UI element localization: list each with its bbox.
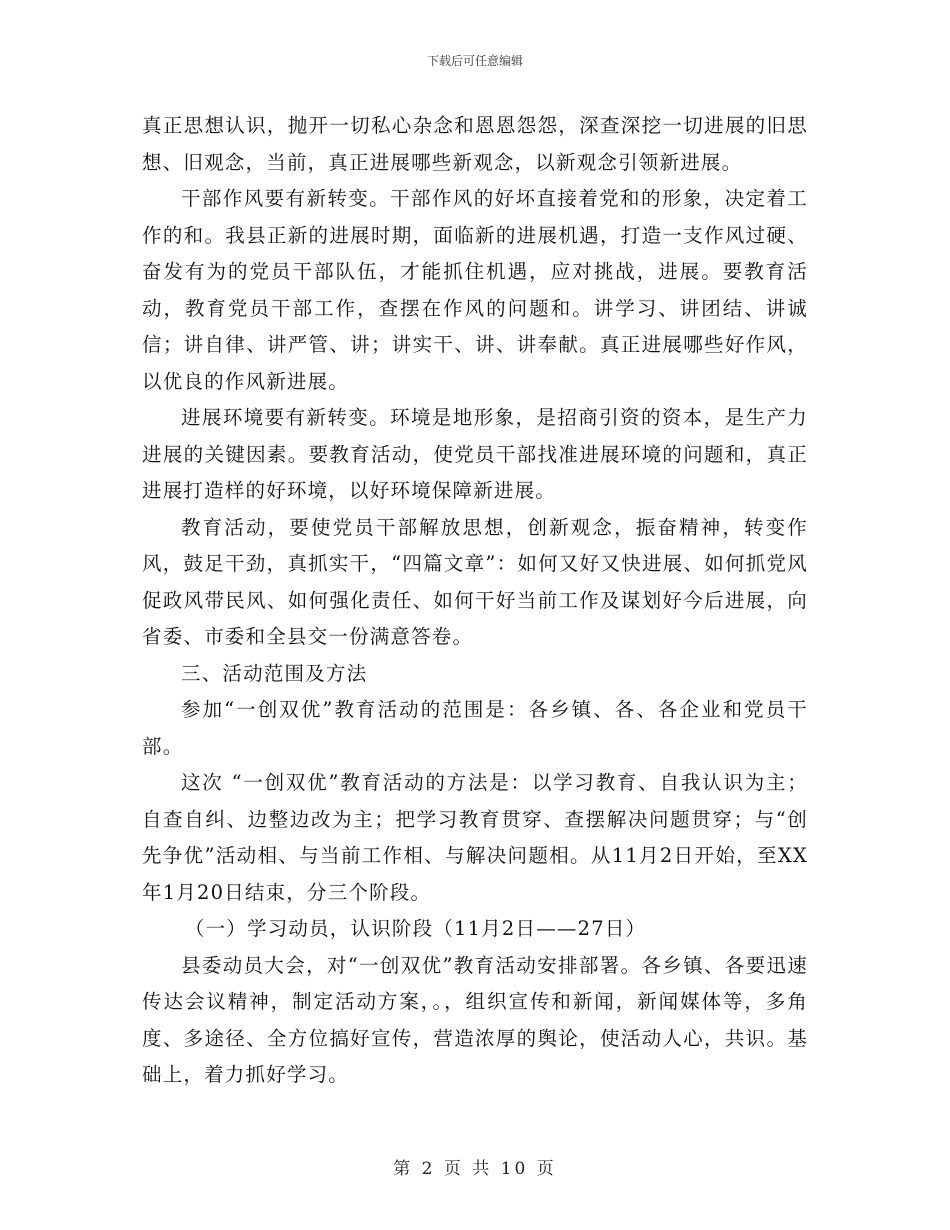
- paragraph-cadre-style: 干部作风要有新转变。干部作风的好坏直接着党和的形象，决定着工作的和。我县正新的进展时期，面临新的进展机遇，打造一支作风过硬、奋发有为的党员干部队伍，才能抓住机遇，应对挑战，进展。要教育活动，教育党员干部工作，查摆在作风的问题和。讲学习、讲团结、讲诚信；讲自律、讲严管、讲；讲实干、讲、讲奉献。真正进展哪些好作风，以优良的作风新进展。: [142, 187, 808, 393]
- paragraph-education-activity: 教育活动，要使党员干部解放思想，创新观念，振奋精神，转变作风，鼓足干劲，真抓实干，“四篇文章”：如何又好又快进展、如何抓党风促政风带民风、如何强化责任、如何干好当前工作及谋划好今后进展，向省委、市委和全县交一份满意答卷。: [142, 515, 808, 648]
- paragraph-method: 这次 “一创双优”教育活动的方法是：以学习教育、自我认识为主；自查自纠、边整边改为主；把学习教育贯穿、查摆解决问题贯穿；与“创先争优”活动相、与当前工作相、与解决问题相。从11月2日开始，至XX年1月20日结束，分三个阶段。: [142, 771, 808, 904]
- paragraph-continued: 真正思想认识，抛开一切私心杂念和恩恩怨怨，深查深挖一切进展的旧思想、旧观念，当前，真正进展哪些新观念，以新观念引领新进展。: [142, 114, 808, 174]
- section-heading-scope-method: 三、活动范围及方法: [181, 661, 368, 685]
- paragraph-scope: 参加“一创双优”教育活动的范围是：各乡镇、各、各企业和党员干部。: [142, 698, 808, 758]
- page-header: 下载后可任意编辑: [426, 54, 523, 68]
- subheading-stage-one: （一）学习动员，认识阶段（11月2日——27日）: [184, 917, 647, 940]
- page-number: 第 2 页 共 10 页: [393, 1159, 557, 1179]
- paragraph-mobilization: 县委动员大会，对“一创双优”教育活动安排部署。各乡镇、各要迅速传达会议精神，制定活动方案，。，组织宣传和新闻，新闻媒体等，多角度、多途径、全方位搞好宣传，营造浓厚的舆论，使活动人心，共识。基础上，着力抓好学习。: [142, 953, 808, 1086]
- document-body: [142, 108, 808, 1094]
- paragraph-environment: 进展环境要有新转变。环境是地形象，是招商引资的资本，是生产力进展的关键因素。要教育活动，使党员干部找准进展环境的问题和，真正进展打造样的好环境，以好环境保障新进展。: [142, 406, 808, 502]
